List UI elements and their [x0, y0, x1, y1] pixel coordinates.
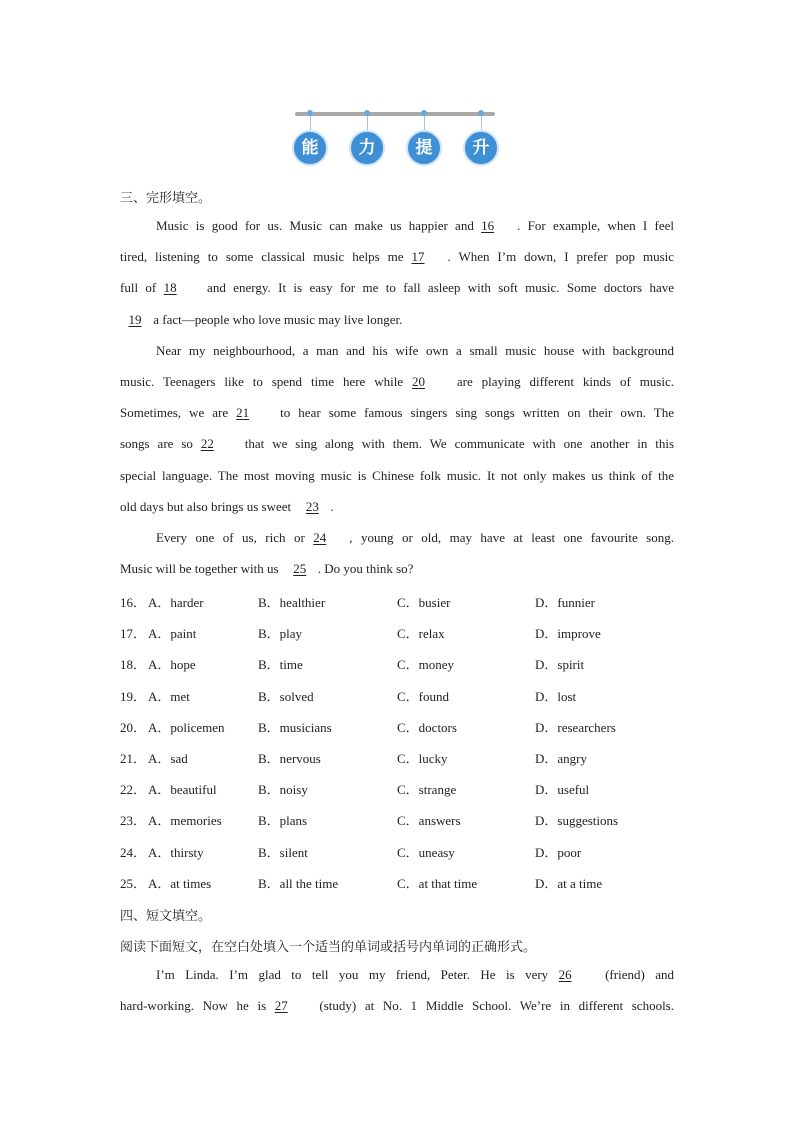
option-row	[120, 592, 680, 610]
banner-stem	[424, 116, 425, 130]
option-row	[120, 842, 680, 860]
option-b: B．play	[258, 626, 303, 642]
option-d: D．researchers	[535, 719, 616, 735]
blank-22: 22	[200, 436, 214, 451]
banner-stem	[310, 116, 311, 130]
question-number: 18．	[120, 657, 147, 673]
blank-18: 18	[163, 280, 177, 295]
passage-line: Music is good for us. Music can make us happier and 16 . For example, when I feel	[156, 218, 675, 233]
option-row	[120, 717, 680, 735]
option-a: A．thirsty	[148, 844, 204, 860]
option-a: A．hope	[148, 657, 196, 673]
section-4-instruction: 阅读下面短文，在空白处填入一个适当的单词或括号内单词的正确形式。	[120, 940, 537, 955]
option-c: C．uneasy	[397, 844, 455, 860]
option-a: A．memories	[148, 813, 222, 829]
option-b: B．noisy	[258, 782, 308, 798]
question-number: 25．	[120, 875, 147, 891]
banner-badge-1: 能	[292, 130, 328, 166]
option-row	[120, 686, 680, 704]
passage-line: Near my neighbourhood, a man and his wife own a small music house with background	[156, 343, 674, 358]
option-row	[120, 810, 680, 828]
option-c: C．busier	[397, 595, 451, 610]
question-number: 16．	[120, 595, 147, 610]
passage-line: special language. The most moving music is Chinese folk music. It not only makes us think of the	[120, 468, 674, 483]
option-b: B．solved	[258, 688, 314, 704]
passage-line: Sometimes, we are 21 to hear some famous singers sing songs written on their own. The	[120, 405, 675, 420]
passage-line: tired, listening to some classical music helps me 17 . When I’m down, I prefer pop music	[120, 249, 675, 264]
option-c: C．lucky	[397, 751, 448, 766]
option-b: B．all the time	[258, 875, 339, 891]
blank-26: 26	[558, 967, 572, 982]
option-b: B．time	[258, 657, 303, 673]
passage-line: full of 18 and energy. It is easy for me to fall asleep with soft music. Some doctors have	[120, 280, 675, 295]
option-d: D．funnier	[535, 595, 595, 610]
option-b: B．silent	[258, 844, 308, 860]
option-row	[120, 748, 680, 766]
blank-21: 21	[236, 405, 250, 420]
blank-25: 25	[293, 561, 307, 576]
blank-16: 16	[481, 218, 495, 233]
option-a: A．sad	[148, 751, 188, 766]
question-number: 19．	[120, 688, 147, 704]
option-d: D．suggestions	[535, 813, 619, 829]
option-a: A．policemen	[148, 719, 225, 735]
option-b: B．musicians	[258, 719, 332, 735]
option-c: C．strange	[397, 782, 457, 798]
option-c: C．at that time	[397, 875, 478, 891]
option-c: C．relax	[397, 626, 445, 642]
blank-24: 24	[313, 530, 327, 545]
option-a: A．harder	[148, 595, 204, 610]
blank-17: 17	[411, 249, 425, 264]
option-b: B．plans	[258, 813, 308, 829]
blank-27: 27	[274, 998, 288, 1013]
ability-banner	[290, 110, 500, 170]
section-3-title: 三、完形填空。	[120, 191, 212, 206]
option-a: A．beautiful	[148, 782, 217, 798]
option-a: A．met	[148, 688, 190, 704]
passage-line: music. Teenagers like to spend time here while 20 are playing different kinds of music.	[120, 374, 674, 389]
blank-19: 19	[128, 312, 142, 327]
option-row	[120, 654, 680, 672]
option-c: C．answers	[397, 813, 461, 829]
question-number: 20．	[120, 719, 147, 735]
passage-line: songs are so 22 that we sing along with them. We communicate with one another in this	[120, 436, 675, 451]
banner-rail	[295, 112, 495, 116]
passage-line: I’m Linda. I’m glad to tell you my friend, Peter. He is very 26 (friend) and	[156, 967, 675, 982]
passage-line: Every one of us, rich or 24 , young or old, may have at least one favourite song.	[156, 530, 674, 545]
banner-stem	[367, 116, 368, 130]
option-d: D．lost	[535, 688, 577, 704]
banner-badge-2: 力	[349, 130, 385, 166]
passage-line: hard-working. Now he is 27 (study) at No. 1 Middle School. We’re in different schools.	[120, 998, 674, 1013]
option-a: A．paint	[148, 626, 197, 642]
banner-badge-3: 提	[406, 130, 442, 166]
option-a: A．at times	[148, 875, 212, 891]
option-b: B．nervous	[258, 751, 321, 766]
blank-23: 23	[305, 499, 319, 514]
option-c: C．found	[397, 688, 450, 704]
question-number: 22．	[120, 782, 147, 798]
option-row	[120, 873, 680, 891]
passage-line: Music will be together with us 25 . Do you think so?	[120, 561, 414, 576]
question-number: 17．	[120, 626, 147, 642]
blank-20: 20	[411, 374, 425, 389]
option-d: D．at a time	[535, 875, 603, 891]
option-d: D．improve	[535, 626, 601, 642]
option-c: C．money	[397, 657, 455, 673]
option-d: D．poor	[535, 844, 582, 860]
option-row	[120, 623, 680, 641]
banner-stem	[481, 116, 482, 130]
option-row	[120, 779, 680, 797]
option-c: C．doctors	[397, 719, 457, 735]
passage-line: 19 a fact—people who love music may live longer.	[120, 312, 402, 328]
passage-line: old days but also brings us sweet 23 .	[120, 499, 334, 514]
question-number: 21．	[120, 751, 147, 766]
option-d: D．spirit	[535, 657, 585, 673]
option-b: B．healthier	[258, 595, 326, 610]
option-d: D．useful	[535, 782, 590, 798]
section-4-title: 四、短文填空。	[120, 909, 212, 924]
option-d: D．angry	[535, 751, 587, 766]
question-number: 23．	[120, 813, 147, 829]
banner-badge-4: 升	[463, 130, 499, 166]
question-number: 24．	[120, 844, 147, 860]
